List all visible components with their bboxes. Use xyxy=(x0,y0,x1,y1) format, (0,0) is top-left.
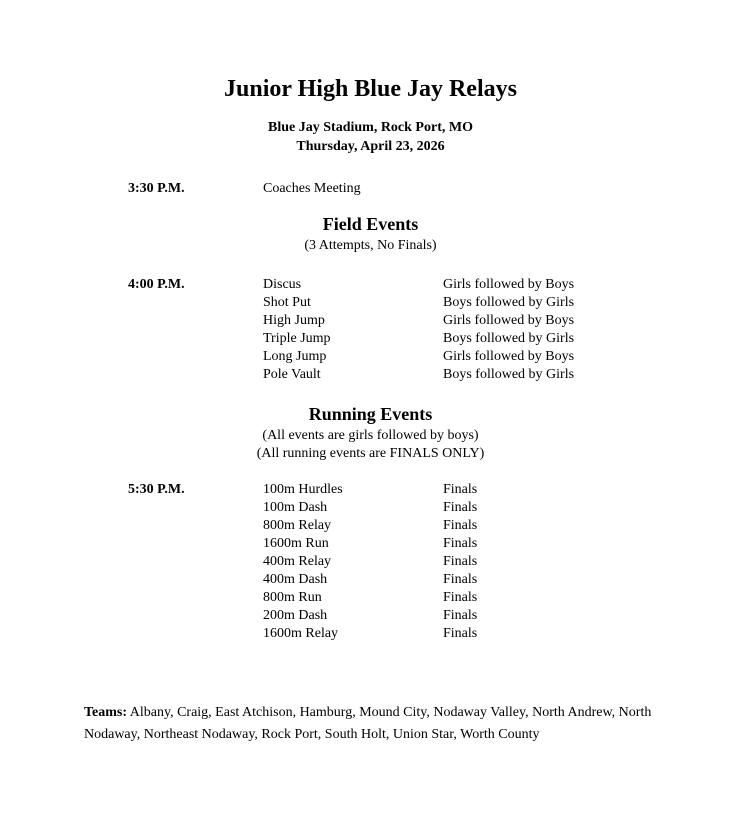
table-row xyxy=(0,481,741,499)
running-events-note-2: (All running events are FINALS ONLY) xyxy=(256,446,485,461)
teams-paragraph xyxy=(84,702,664,746)
event-name: Discus xyxy=(263,277,302,292)
event-name: 800m Run xyxy=(263,590,322,605)
field-events-heading: Field Events xyxy=(322,214,419,234)
field-events-note: (3 Attempts, No Finals) xyxy=(304,238,437,253)
event-order: Boys followed by Girls xyxy=(443,367,575,382)
event-status: Finals xyxy=(443,536,478,551)
event-name: 1600m Run xyxy=(263,536,329,551)
event-name: Pole Vault xyxy=(263,367,321,382)
event-status: Finals xyxy=(443,554,478,569)
event-order: Boys followed by Girls xyxy=(443,295,575,310)
teams-label: Teams: xyxy=(84,705,128,720)
event-status: Finals xyxy=(443,500,478,515)
event-status: Finals xyxy=(443,590,478,605)
table-row xyxy=(0,625,741,643)
table-row xyxy=(0,607,741,625)
event-status: Finals xyxy=(443,572,478,587)
event-name: 200m Dash xyxy=(263,608,328,623)
event-name: 100m Hurdles xyxy=(263,482,343,497)
table-row xyxy=(0,553,741,571)
event-order: Girls followed by Boys xyxy=(443,277,575,292)
table-row xyxy=(0,312,741,330)
field-events-table xyxy=(0,276,741,384)
running-events-note-1: (All events are girls followed by boys) xyxy=(262,428,479,443)
event-name: Long Jump xyxy=(263,349,327,364)
table-row xyxy=(0,366,741,384)
table-row xyxy=(0,276,741,294)
meet-date: Thursday, April 23, 2026 xyxy=(296,139,445,154)
running-events-table xyxy=(0,481,741,643)
table-row xyxy=(0,571,741,589)
event-name: 1600m Relay xyxy=(263,626,339,641)
table-row xyxy=(0,348,741,366)
table-row xyxy=(0,294,741,312)
event-order: Boys followed by Girls xyxy=(443,331,575,346)
event-name: 400m Relay xyxy=(263,554,332,569)
table-row xyxy=(0,330,741,348)
coaches-meeting-row xyxy=(0,180,741,198)
table-row xyxy=(0,517,741,535)
page-title: Junior High Blue Jay Relays xyxy=(224,76,517,102)
running-events-heading: Running Events xyxy=(308,404,433,424)
meet-subtitle xyxy=(0,118,741,156)
event-status: Finals xyxy=(443,626,478,641)
event-name: 800m Relay xyxy=(263,518,332,533)
event-order: Girls followed by Boys xyxy=(443,349,575,364)
table-row xyxy=(0,589,741,607)
field-events-time: 4:00 P.M. xyxy=(128,277,185,292)
event-order: Girls followed by Boys xyxy=(443,313,575,328)
schedule-row xyxy=(0,180,741,198)
event-name: Triple Jump xyxy=(263,331,331,346)
table-row xyxy=(0,535,741,553)
meet-location: Blue Jay Stadium, Rock Port, MO xyxy=(268,120,473,135)
event-name: Shot Put xyxy=(263,295,311,310)
coaches-meeting-label: Coaches Meeting xyxy=(263,181,361,196)
event-name: 400m Dash xyxy=(263,572,328,587)
table-row xyxy=(0,499,741,517)
event-name: High Jump xyxy=(263,313,325,328)
coaches-meeting-time: 3:30 P.M. xyxy=(128,181,185,196)
event-status: Finals xyxy=(443,518,478,533)
event-status: Finals xyxy=(443,482,478,497)
event-status: Finals xyxy=(443,608,478,623)
teams-list: Albany, Craig, East Atchison, Hamburg, Mound City, Nodaway Valley, North Andrew, North Nodaway, Northeast Nodaway, Rock Port, South Holt, Union Star, Worth County xyxy=(84,705,652,742)
event-name: 100m Dash xyxy=(263,500,328,515)
running-events-time: 5:30 P.M. xyxy=(128,482,185,497)
